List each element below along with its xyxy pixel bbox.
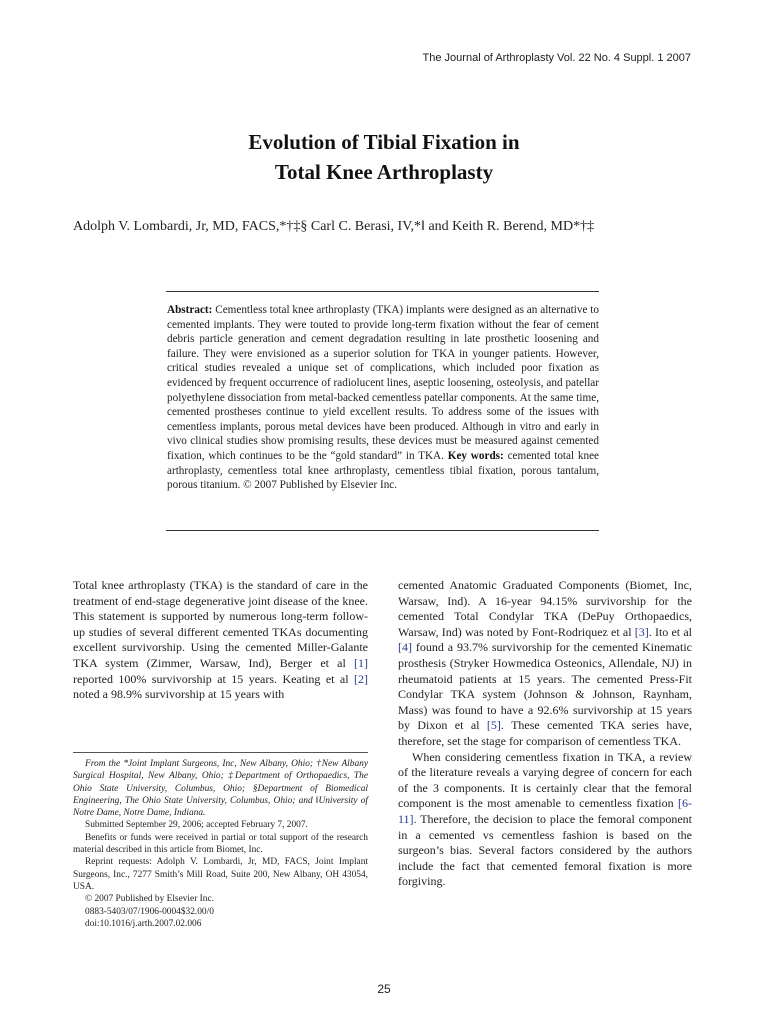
citation-link[interactable]: [4] xyxy=(398,640,412,655)
right-paragraph-1: cemented Anatomic Graduated Components (Biomet, Inc, Warsaw, Ind). A 16-year 94.15% survivorship for the cemented Total Condylar TKA (DePuy Orthopaedics, Warsaw, Ind) was noted by Font-Rodriquez et al [3]. Ito et al [4] found a 93.7% survivorship for the cemented Kinematic prosthesis (Stryker Howmedica Osteonics, Allendale, NJ) in rheumatoid patients at 15 years. The cemented Press-Fit Condylar TKA system (Johnson & Johnson, Raynham, Mass) was found to have a 92.6% survivorship at 15 years by Dixon et al [5]. These cemented TKA series have, therefore, set the stage for comparison of cementless TKA. xyxy=(398,578,693,748)
page-number: 25 xyxy=(377,982,391,996)
doi-footnote[interactable]: doi:10.1016/j.arth.2007.02.006 xyxy=(85,918,202,929)
abstract-label: Abstract: xyxy=(167,304,213,316)
abstract-text: Cementless total knee arthroplasty (TKA) implants were designed as an alternative to cemented implants. They were touted to provide long-term fixation without the fear of cement debris particle generation and cement degradation resulting in late prosthetic loosening and failure. They were envisioned as a superior solution for TKA in younger patients. However, critical studies revealed a unique set of complications, which included poor fixation as evidenced by frequent occurrence of radiolucent lines, aseptic loosening, osteolysis, and patellar polyethylene dissociation from metal-backed cementless patellar components. At the same time, cemented prostheses continue to yield excellent results. To address some of the issues with cementless implants, porous metal devices have been produced. Although in vitro and early in vivo clinical studies show promising results, these devices must be measured against cemented fixation, which continues to be the “gold standard” in TKA. xyxy=(167,304,600,462)
title-line-2: Total Knee Arthroplasty xyxy=(274,160,494,184)
affiliation-footnote: From the *Joint Implant Surgeons, Inc, New Albany, Ohio; †New Albany Surgical Hospital, New Albany, Ohio; ‡Department of Orthopaedics, The Ohio State University, Columbus, Ohio; §Department of Biomedical Engineering, The Ohio State University, Columbus, Ohio; and ‖University of Notre Dame, Notre Dame, Indiana. xyxy=(73,759,368,819)
funding-footnote: Benefits or funds were received in partial or total support of the research material described in this article from Biomet, Inc. xyxy=(73,832,368,856)
issn-footnote: 0883-5403/07/1906-0004$32.00/0 xyxy=(85,906,214,917)
citation-link[interactable]: [3] xyxy=(634,624,649,639)
right-column xyxy=(398,578,692,890)
left-column xyxy=(73,578,368,703)
article-title xyxy=(0,127,768,187)
journal-header: The Journal of Arthroplasty Vol. 22 No. 4 Suppl. 1 2007 xyxy=(422,52,691,64)
author-list: Adolph V. Lombardi, Jr, MD, FACS,*†‡§ Carl C. Berasi, IV,*‖ and Keith R. Berend, MD*†‡ xyxy=(73,219,595,234)
abstract-block xyxy=(167,303,599,493)
abstract-copyright: © 2007 Published by Elsevier Inc. xyxy=(243,479,398,492)
reprint-footnote: Reprint requests: Adolph V. Lombardi, Jr, MD, FACS, Joint Implant Surgeons, Inc., 7277 Smith’s Mill Road, Suite 200, New Albany, OH 43054, USA. xyxy=(73,857,368,892)
abstract-bottom-rule xyxy=(166,530,599,531)
abstract-top-rule xyxy=(166,291,599,292)
right-paragraph-2: When considering cementless fixation in TKA, a review of the literature reveals a varying degree of concern for each of the 3 components. It is certainly clear that the femoral component is the most amenable to cementless fixation [6-11]. Therefore, the decision to place the femoral component in a cemented vs cementless fashion is based on the surgeon’s bias. Several factors considered by the authors include the fact that cemented femoral fixation is more forgiving. xyxy=(398,749,692,889)
left-paragraph: Total knee arthroplasty (TKA) is the standard of care in the treatment of end-stage degenerative joint disease of the knee. This statement is supported by numerous long-term follow-up studies of several different cemented TKAs documenting excellent survivorship. Using the cemented Miller-Galante TKA system (Zimmer, Warsaw, Ind), Berger et al [1] reported 100% survivorship at 15 years. Keating et al [2] noted a 98.9% survivorship at 15 years with xyxy=(73,578,368,702)
footnote-rule xyxy=(73,752,368,753)
citation-link[interactable]: [6-11] xyxy=(398,796,692,826)
footnotes-block xyxy=(73,758,368,930)
title-line-1: Evolution of Tibial Fixation in xyxy=(248,130,520,154)
keywords-text: cemented total knee arthroplasty, cementless total knee arthroplasty, cementless tibial fixation, porous tantalum, porous titanium. xyxy=(167,449,600,492)
copyright-footnote: © 2007 Published by Elsevier Inc. xyxy=(85,894,214,905)
citation-link[interactable]: [2] xyxy=(354,671,368,686)
submission-footnote: Submitted September 29, 2006; accepted February 7, 2007. xyxy=(85,820,308,831)
citation-link[interactable]: [5] xyxy=(486,718,501,733)
citation-link[interactable]: [1] xyxy=(354,655,368,670)
keywords-label: Key words: xyxy=(447,449,504,462)
